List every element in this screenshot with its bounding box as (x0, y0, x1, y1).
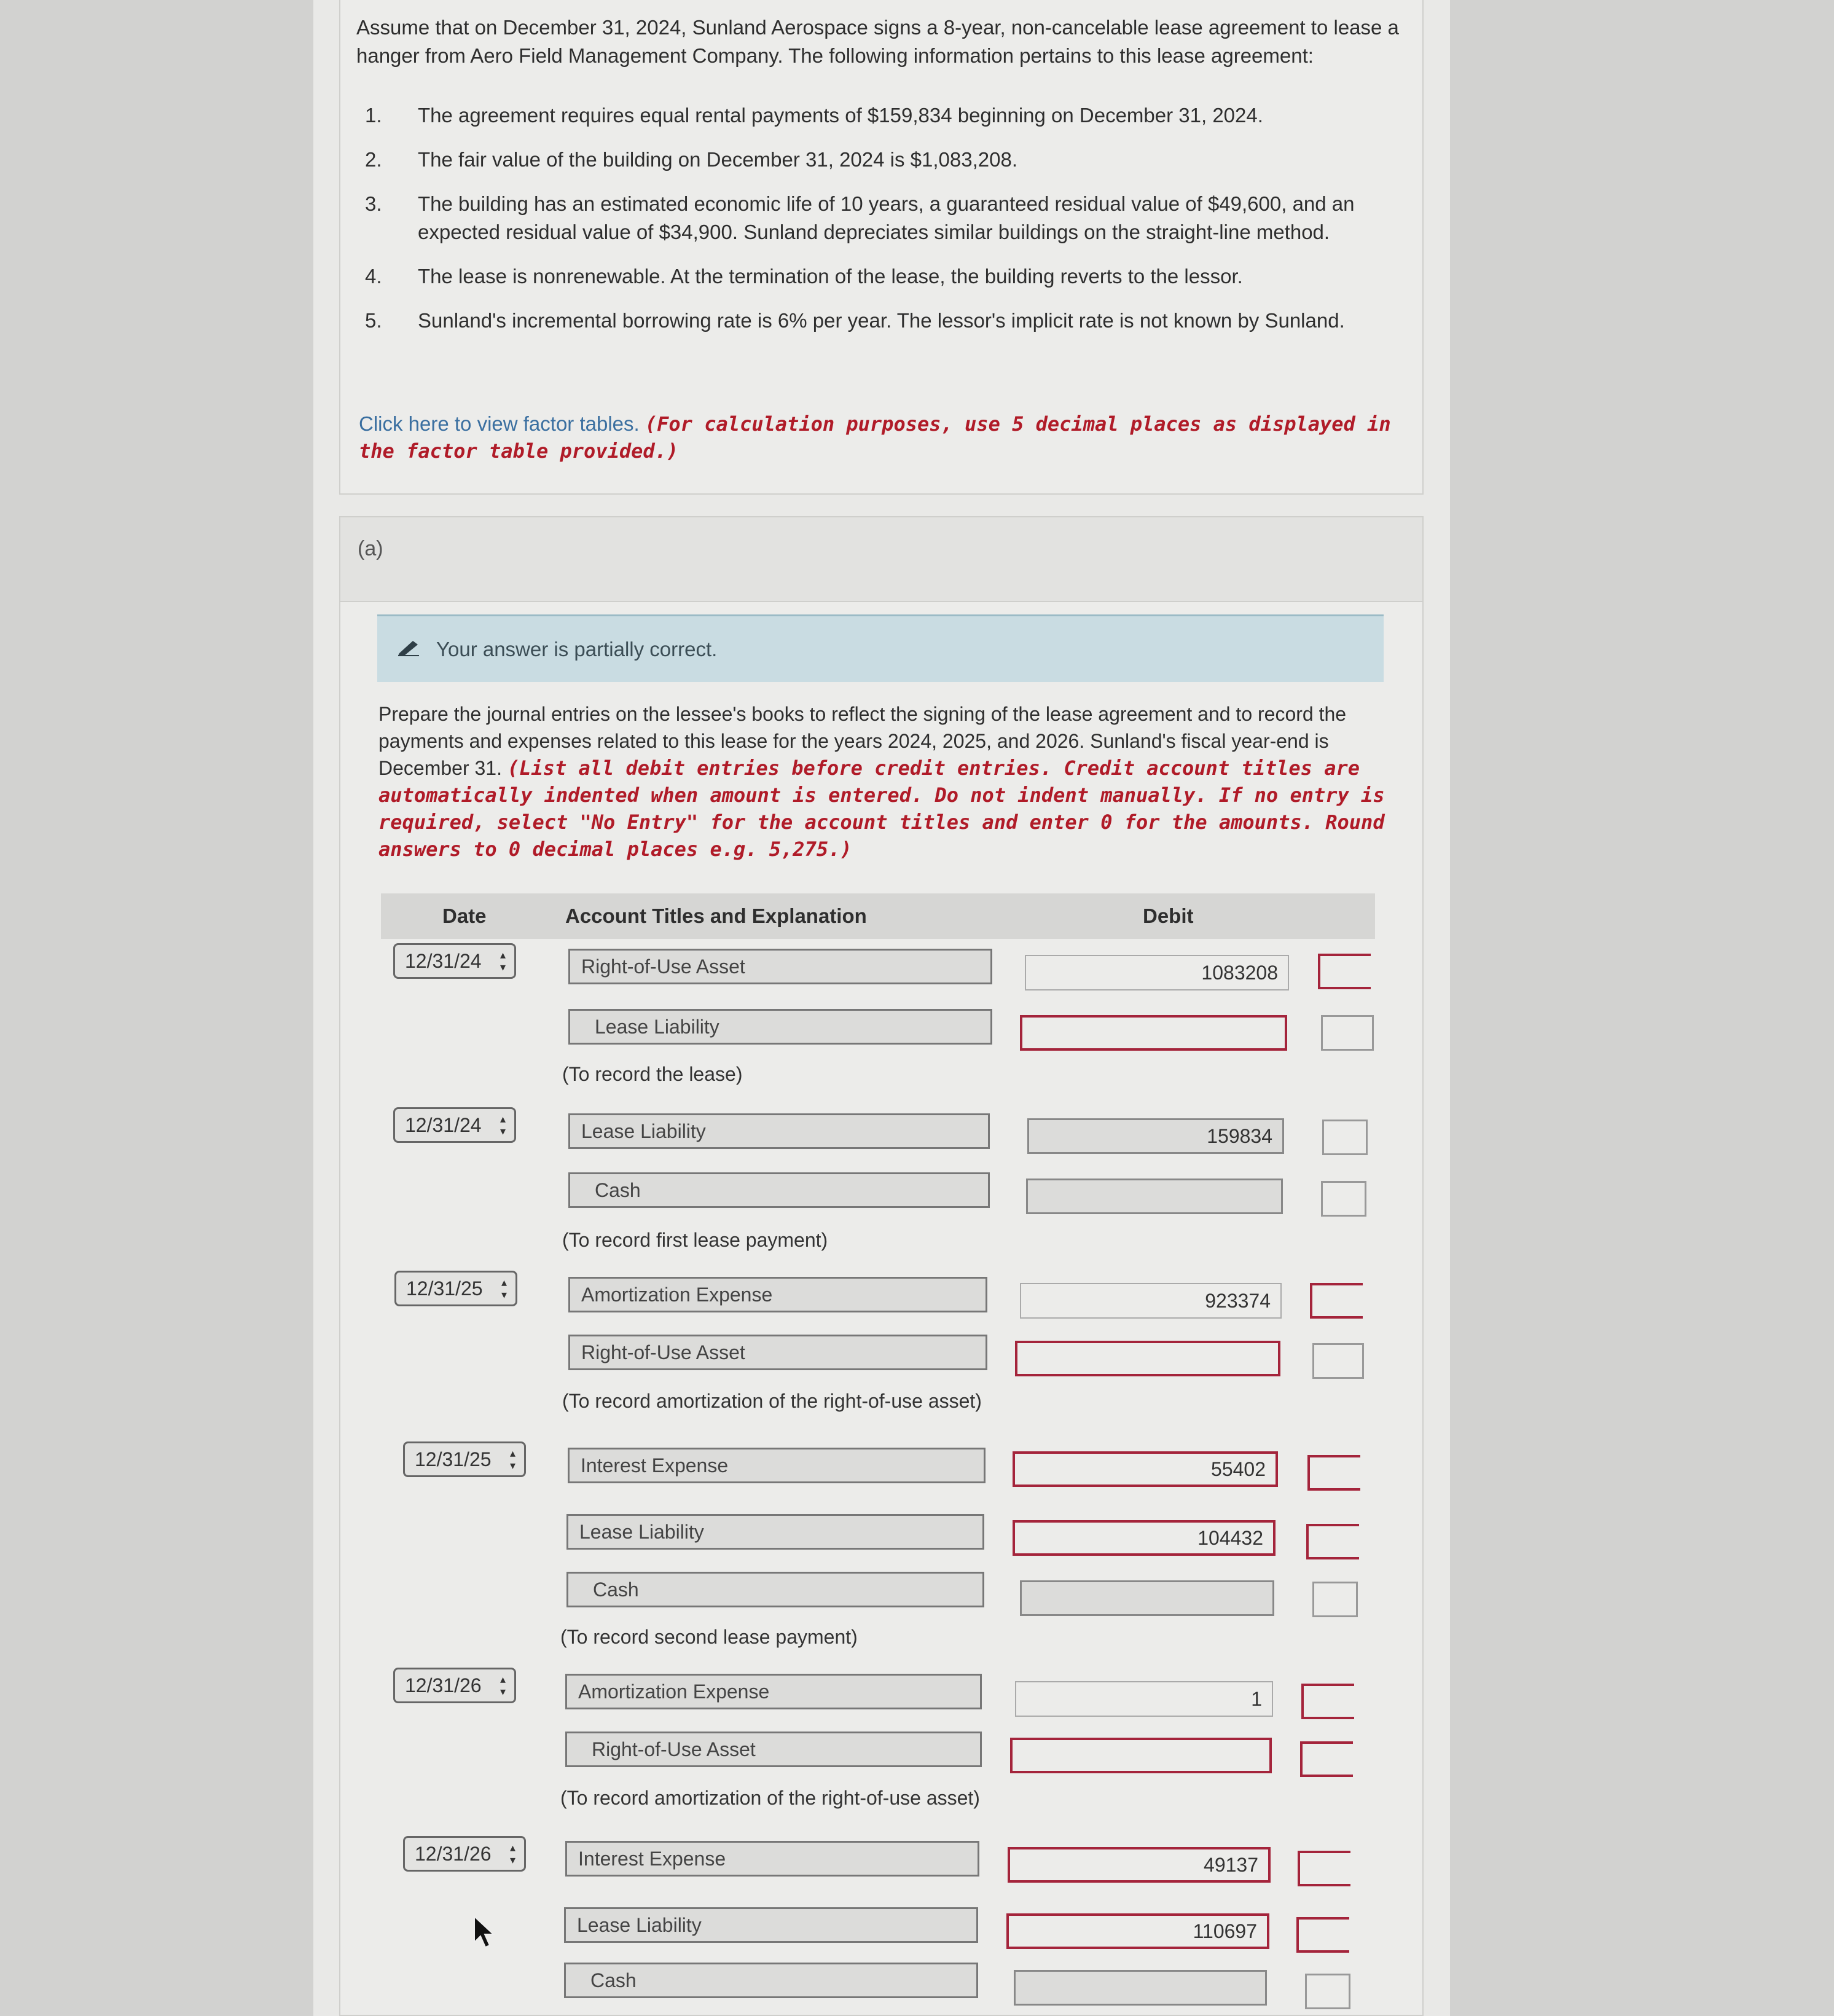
problem-intro: Assume that on December 31, 2024, Sunland Aerospace signs a 8-year, non-cancelable lease agreement to lease a hanger from Aero Field Management Company. The following information pertains to this lease agreement: (356, 16, 1399, 67)
credit-amount-field[interactable] (1298, 1851, 1350, 1886)
date-select[interactable]: 12/31/25 ▴ ▾ (394, 1271, 517, 1306)
problem-statement (339, 0, 1424, 495)
credit-amount-field[interactable] (1306, 1524, 1359, 1559)
credit-amount-field[interactable] (1312, 1582, 1358, 1617)
account-title-field[interactable]: Amortization Expense (568, 1277, 987, 1312)
credit-amount-field[interactable] (1321, 1015, 1374, 1051)
entry-explanation: (To record amortization of the right-of-use asset) (562, 1390, 982, 1412)
debit-amount-field[interactable]: 159834 (1027, 1118, 1284, 1154)
list-item: 5. Sunland's incremental borrowing rate is 6% per year. The lessor's implicit rate is not known by Sunland. (365, 309, 1345, 332)
entry-explanation: (To record first lease payment) (562, 1229, 828, 1251)
feedback-message: Your answer is partially correct. (436, 637, 718, 661)
credit-amount-field[interactable] (1300, 1741, 1353, 1777)
debit-amount-field[interactable]: 923374 (1020, 1283, 1282, 1319)
credit-amount-field[interactable] (1301, 1684, 1354, 1719)
debit-amount-field[interactable] (1010, 1738, 1272, 1773)
mouse-pointer-icon (473, 1915, 498, 1953)
stepper-arrows-icon: ▴ ▾ (500, 1673, 506, 1698)
requirements-list (365, 101, 1409, 351)
list-item: 3. The building has an estimated economic life of 10 years, a guaranteed residual value of $49,600, and an expected residual value of $34,900. Sunland depreciates similar buildings on the straight-line method. (365, 192, 1355, 243)
credit-amount-field[interactable] (1312, 1343, 1364, 1379)
debit-amount-field[interactable]: 49137 (1008, 1847, 1271, 1883)
credit-amount-field[interactable] (1307, 1455, 1360, 1491)
account-title-field[interactable]: Lease Liability (566, 1514, 984, 1550)
date-select[interactable]: 12/31/24 ▴ ▾ (393, 943, 516, 979)
debit-amount-field[interactable]: 1 (1015, 1681, 1273, 1717)
date-column-header: Date (442, 904, 487, 927)
journal-table-header (381, 893, 1375, 939)
debit-column-header: Debit (1143, 904, 1194, 927)
date-select[interactable]: 12/31/26 ▴ ▾ (403, 1836, 526, 1872)
account-title-field[interactable]: Right-of-Use Asset (568, 1335, 987, 1370)
list-item: 2. The fair value of the building on December 31, 2024 is $1,083,208. (365, 148, 1017, 171)
part-header (340, 517, 1422, 602)
credit-amount-field[interactable] (1296, 1917, 1349, 1953)
stepper-arrows-icon: ▴ ▾ (500, 1113, 506, 1137)
debit-amount-field[interactable] (1015, 1341, 1280, 1376)
instructions (378, 700, 1398, 863)
factor-note: (For calculation purposes, use 5 decimal places as displayed in the factor table provided.) (359, 412, 1391, 463)
part-label: (a) (358, 537, 383, 560)
debit-amount-field[interactable] (1014, 1970, 1267, 2006)
date-select[interactable]: 12/31/25 ▴ ▾ (403, 1441, 526, 1477)
feedback-banner (377, 614, 1384, 682)
debit-amount-field[interactable] (1020, 1015, 1287, 1051)
debit-amount-field[interactable]: 55402 (1013, 1451, 1278, 1487)
entry-explanation: (To record amortization of the right-of-use asset) (560, 1787, 980, 1809)
account-title-field[interactable]: Interest Expense (565, 1841, 979, 1877)
instructions-text: Prepare the journal entries on the lessee's books to reflect the signing of the lease agreement and to record the payments and expenses related to this lease for the years 2024, 2025, and 2026. Sunland's fiscal year-end is December 31. (378, 703, 1347, 779)
date-select[interactable]: 12/31/24 ▴ ▾ (393, 1107, 516, 1143)
factor-tables-line (359, 410, 1416, 465)
account-title-field[interactable]: Right-of-Use Asset (565, 1732, 982, 1767)
debit-amount-field[interactable]: 104432 (1013, 1520, 1276, 1556)
debit-amount-field[interactable]: 1083208 (1025, 955, 1289, 990)
account-column-header: Account Titles and Explanation (565, 904, 867, 927)
debit-amount-field[interactable]: 110697 (1006, 1913, 1269, 1949)
pencil-icon (396, 638, 420, 660)
stepper-arrows-icon: ▴ ▾ (500, 949, 506, 973)
account-title-field[interactable]: Cash (568, 1172, 990, 1208)
account-title-field[interactable]: Amortization Expense (565, 1674, 982, 1709)
date-select[interactable]: 12/31/26 ▴ ▾ (393, 1668, 516, 1703)
account-title-field[interactable]: Right-of-Use Asset (568, 949, 992, 984)
factor-tables-link[interactable]: Click here to view factor tables. (359, 412, 640, 435)
account-title-field[interactable]: Lease Liability (568, 1009, 992, 1045)
account-title-field[interactable]: Cash (566, 1572, 984, 1607)
credit-amount-field[interactable] (1310, 1283, 1363, 1319)
list-item: 1. The agreement requires equal rental payments of $159,834 beginning on December 31, 2024. (365, 104, 1263, 127)
stepper-arrows-icon: ▴ ▾ (509, 1447, 515, 1472)
credit-amount-field[interactable] (1305, 1974, 1350, 2009)
account-title-field[interactable]: Interest Expense (568, 1448, 986, 1483)
entry-explanation: (To record the lease) (562, 1063, 743, 1085)
stepper-arrows-icon: ▴ ▾ (509, 1841, 515, 1866)
debit-amount-field[interactable] (1020, 1580, 1274, 1616)
instructions-note: (List all debit entries before credit entries. Credit account titles are automatically indented when amount is entered. Do not indent manually. If no entry is required, select "No Entry" for the account titles and enter 0 for the amounts. Round answers to 0 decimal places e.g. 5,275.) (378, 756, 1385, 861)
list-item: 4. The lease is nonrenewable. At the termination of the lease, the building reverts to the lessor. (365, 265, 1243, 288)
debit-amount-field[interactable] (1026, 1179, 1283, 1214)
account-title-field[interactable]: Lease Liability (564, 1907, 978, 1943)
account-title-field[interactable]: Cash (564, 1963, 978, 1998)
credit-amount-field[interactable] (1321, 1181, 1366, 1217)
credit-amount-field[interactable] (1318, 954, 1371, 989)
stepper-arrows-icon: ▴ ▾ (501, 1276, 507, 1301)
account-title-field[interactable]: Lease Liability (568, 1113, 990, 1149)
credit-amount-field[interactable] (1322, 1120, 1368, 1155)
entry-explanation: (To record second lease payment) (560, 1626, 858, 1648)
